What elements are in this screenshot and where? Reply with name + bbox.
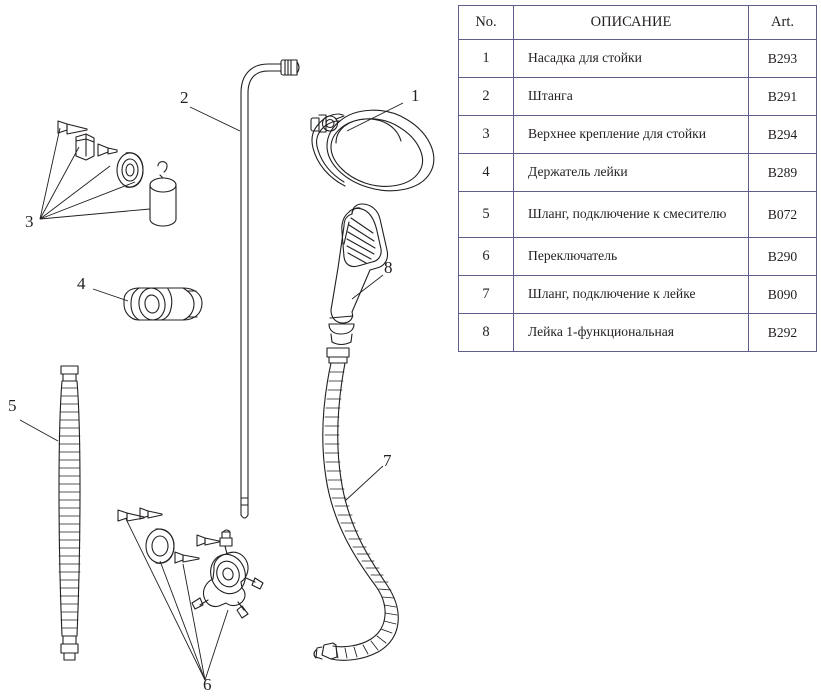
table-row (459, 78, 817, 116)
table-row (459, 314, 817, 352)
row-number: 2 (459, 78, 514, 116)
part-upper-mount-group (58, 121, 176, 226)
table-header-row (459, 6, 817, 40)
callout-label-1: 1 (411, 86, 420, 105)
row-number: 8 (459, 314, 514, 352)
row-description: Лейка 1-функциональная (514, 314, 749, 352)
row-article: B072 (749, 192, 817, 238)
row-number: 5 (459, 192, 514, 238)
callout-label-5: 5 (8, 396, 17, 415)
column-header-art: Art. (749, 6, 817, 40)
row-number: 6 (459, 238, 514, 276)
row-description: Штанга (514, 78, 749, 116)
table-row (459, 192, 817, 238)
row-article: B292 (749, 314, 817, 352)
row-number: 4 (459, 154, 514, 192)
parts-table (458, 5, 817, 352)
column-header-no: No. (459, 6, 514, 40)
table-row (459, 116, 817, 154)
part-overhead-shower-head (311, 110, 434, 191)
part-hand-shower (329, 204, 388, 345)
row-description: Шланг, подключение к лейке (514, 276, 749, 314)
row-description: Насадка для стойки (514, 40, 749, 78)
table-row (459, 276, 817, 314)
row-description: Верхнее крепление для стойки (514, 116, 749, 154)
callout-label-6: 6 (203, 675, 212, 694)
row-number: 3 (459, 116, 514, 154)
table-row (459, 154, 817, 192)
part-hand-shower-holder (124, 286, 202, 321)
callout-label-8: 8 (384, 258, 393, 277)
callout-label-7: 7 (383, 451, 392, 470)
callout-label-4: 4 (77, 274, 86, 293)
row-article: B291 (749, 78, 817, 116)
row-number: 1 (459, 40, 514, 78)
row-description: Переключатель (514, 238, 749, 276)
callout-label-2: 2 (180, 88, 189, 107)
table-row (459, 40, 817, 78)
row-article: B090 (749, 276, 817, 314)
table-row (459, 238, 817, 276)
row-article: B294 (749, 116, 817, 154)
row-article: B290 (749, 238, 817, 276)
parts-table-header (459, 6, 817, 40)
row-article: B289 (749, 154, 817, 192)
parts-table-body (459, 40, 817, 352)
column-header-description: ОПИСАНИЕ (514, 6, 749, 40)
row-number: 7 (459, 276, 514, 314)
row-description: Шланг, подключение к смесителю (514, 192, 749, 238)
part-shower-bar (241, 60, 299, 518)
row-article: B293 (749, 40, 817, 78)
callout-label-3: 3 (25, 212, 34, 231)
row-description: Держатель лейки (514, 154, 749, 192)
part-hose-to-hand-shower (314, 348, 398, 660)
part-hose-to-mixer (59, 366, 80, 660)
